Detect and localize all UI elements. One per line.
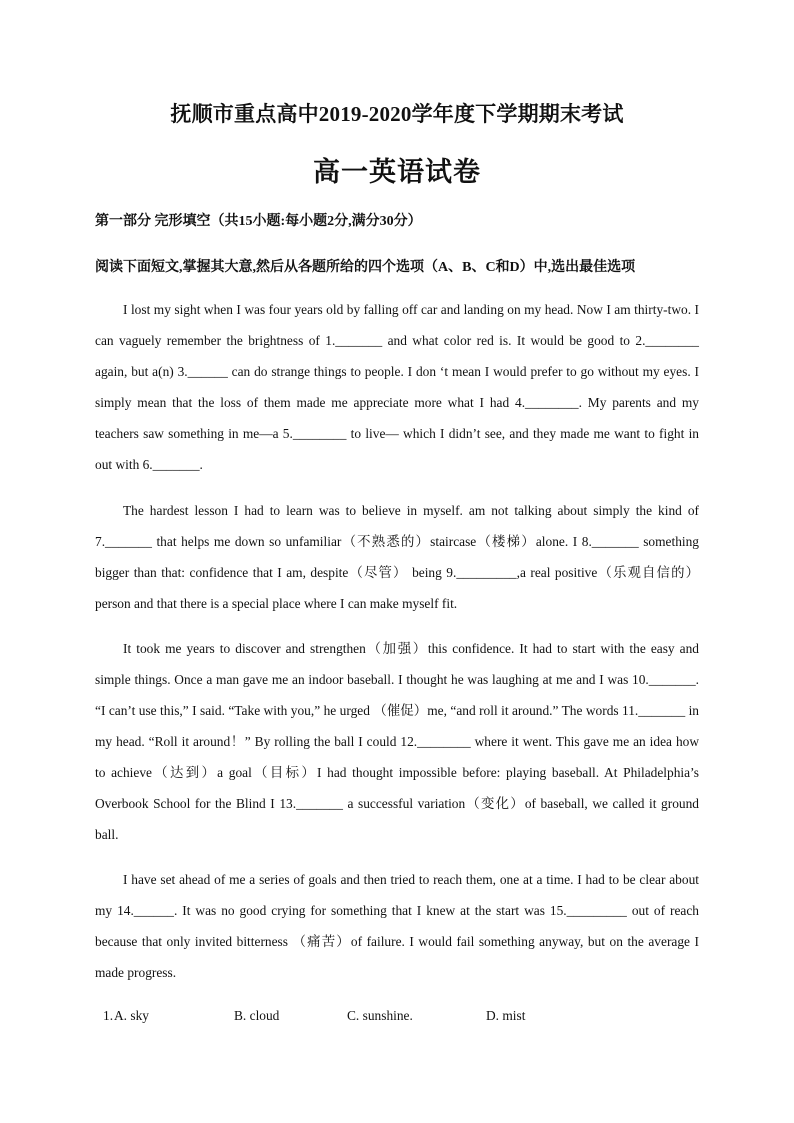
question-1-option-d[interactable]: D. mist xyxy=(486,1008,526,1023)
exam-title: 抚顺市重点高中2019-2020学年度下学期期末考试 xyxy=(170,102,624,126)
question-1-number: 1. xyxy=(103,1008,114,1023)
section-heading: 第一部分 完形填空（共15小题:每小题2分,满分30分） xyxy=(95,214,422,229)
passage-paragraph-1: I lost my sight when I was four years old by falling off car and landing on my head. Now I am thirty-two. I can vaguely remember the brightness of 1._______ and what color red is. It would be good to 2.________ again, but a(n) 3.______ can do strange things to people. I don ‘t mean I would prefer to go without my eyes. I simply mean that the loss of them made me appreciate more what I had 4.________. My parents and my teachers saw something in me—a 5.________ to live— which I didn’t see, and they made me want to fight in out with 6._______. xyxy=(95,302,699,472)
passage-paragraph-4: I have set ahead of me a series of goals and then tried to reach them, one at a time. I had to be clear about my 14.______. It was no good crying for something that I knew at the start was 15._________ out of reach because that only invited bitterness （痛苦）of failure. I would fail something anyway, but on the average I made progress. xyxy=(95,872,699,980)
passage-paragraph-2: The hardest lesson I had to learn was to believe in myself. am not talking about simply the kind of 7._______ that helps me down so unfamiliar（不熟悉的）staircase（楼梯）alone. I 8._______ something bigger than that: confidence that I am, despite（尽管） being 9._________,a real positive（乐观自信的）person and that there is a special place where I can make myself fit. xyxy=(95,503,699,611)
passage-paragraph-3: It took me years to discover and strengthen（加强）this confidence. It had to start with the easy and simple things. Once a man gave me an indoor baseball. I thought he was laughing at me and I was 10._______. “I can’t use this,” I said. “Take with you,” he urged （催促）me, “and roll it around.” The words 11._______ in my head. “Roll it around！” By rolling the ball I could 12.________ where it went. This gave me an idea how to achieve（达到）a goal（目标）I had thought impossible before: playing baseball. At Philadelphia’s Overbook School for the Blind I 13._______ a successful variation（变化）of baseball, we called it ground ball. xyxy=(95,641,699,842)
question-1-option-b[interactable]: B. cloud xyxy=(234,1008,280,1023)
exam-subtitle: 高一英语试卷 xyxy=(313,157,481,187)
question-1-option-c[interactable]: C. sunshine. xyxy=(347,1008,413,1023)
section-instruction: 阅读下面短文,掌握其大意,然后从各题所给的四个选项（A、B、C和D）中,选出最佳选项 xyxy=(95,260,636,275)
question-1-option-a[interactable]: A. sky xyxy=(114,1008,149,1023)
